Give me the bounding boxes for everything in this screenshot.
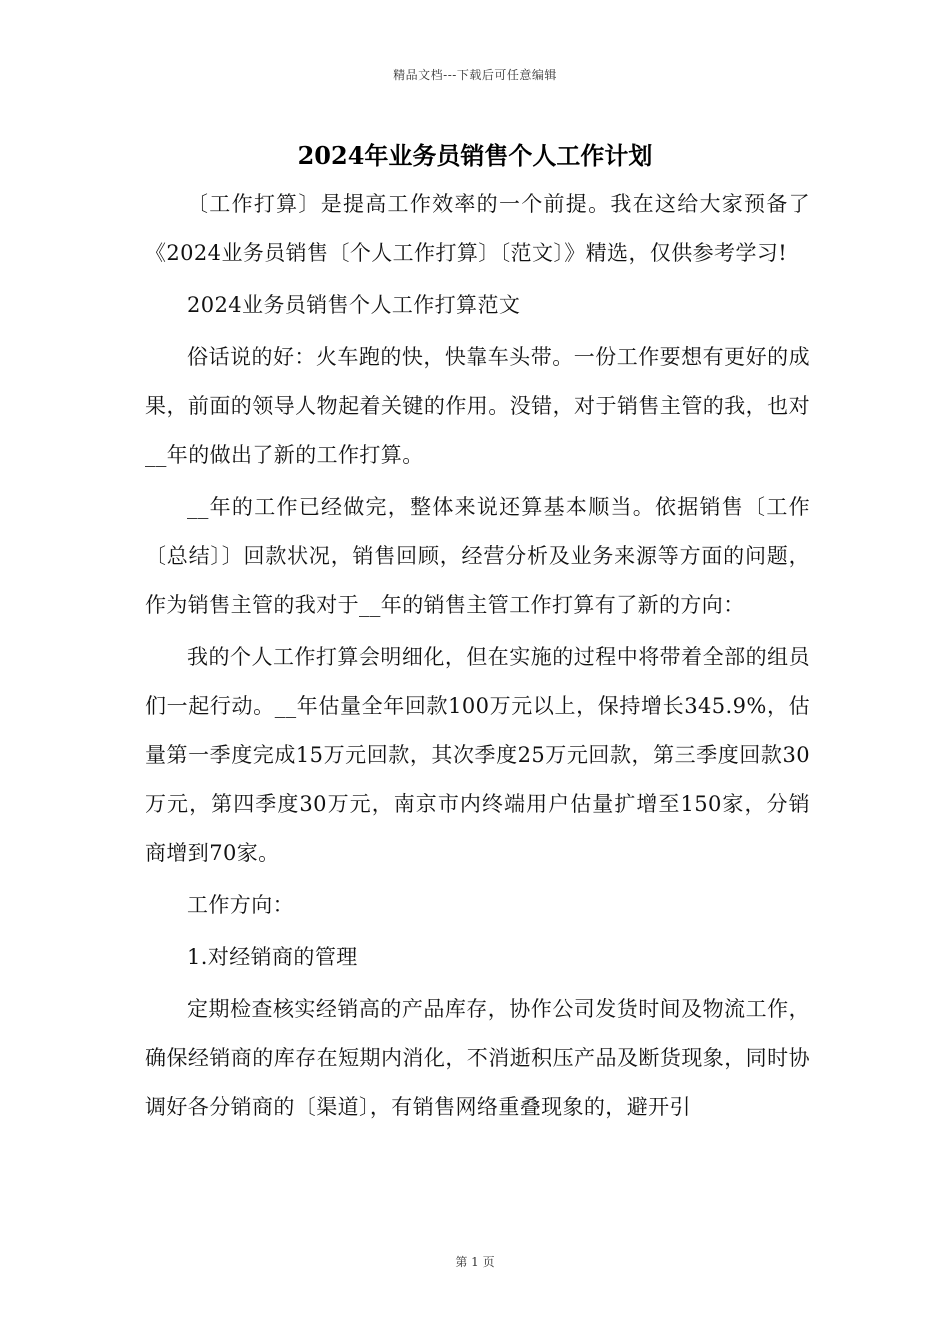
paragraph-review: __年的工作已经做完，整体来说还算基本顺当。依据销售〔工作〔总结〕〕回款状况，销售回顾，经营分析及业务来源等方面的问题，作为销售主管的我对于__年的销售主管工作打算有了新的方向： <box>145 495 810 617</box>
paragraph-intro: 〔工作打算〕是提高工作效率的一个前提。我在这给大家预备了《2024业务员销售〔个人工作打算〕〔范文〕》精选，仅供参考学习! <box>145 192 810 265</box>
page-header: 精品文档---下载后可任意编辑 <box>393 68 557 82</box>
document-body <box>145 180 810 1135</box>
document-title: 2024年业务员销售个人工作计划 <box>297 141 653 170</box>
paragraph-section-1-body: 定期检查核实经销高的产品库存，协作公司发货时间及物流工作，确保经销商的库存在短期内消化，不消逝积压产品及断货现象，同时协调好各分销商的〔渠道〕，有销售网络重叠现象的，避开引 <box>145 997 810 1119</box>
paragraph-work-direction: 工作方向： <box>187 893 294 917</box>
paragraph-subtitle: 2024业务员销售个人工作打算范文 <box>187 293 521 317</box>
paragraph-targets: 我的个人工作打算会明细化，但在实施的过程中将带着全部的组员们一起行动。__年估量全年回款100万元以上，保持增长345.9%，估量第一季度完成15万元回款，其次季度25万元回款，第三季度回款30万元，第四季度30万元，南京市内终端用户估量扩增至150家，分销商增到70家。 <box>145 645 810 865</box>
page-number: 第 1 页 <box>455 1255 495 1269</box>
paragraph-section-1-heading: 1.对经销商的管理 <box>187 945 358 969</box>
paragraph-proverb: 俗话说的好：火车跑的快，快靠车头带。一份工作要想有更好的成果，前面的领导人物起着关键的作用。没错，对于销售主管的我，也对__年的做出了新的工作打算。 <box>145 345 810 467</box>
